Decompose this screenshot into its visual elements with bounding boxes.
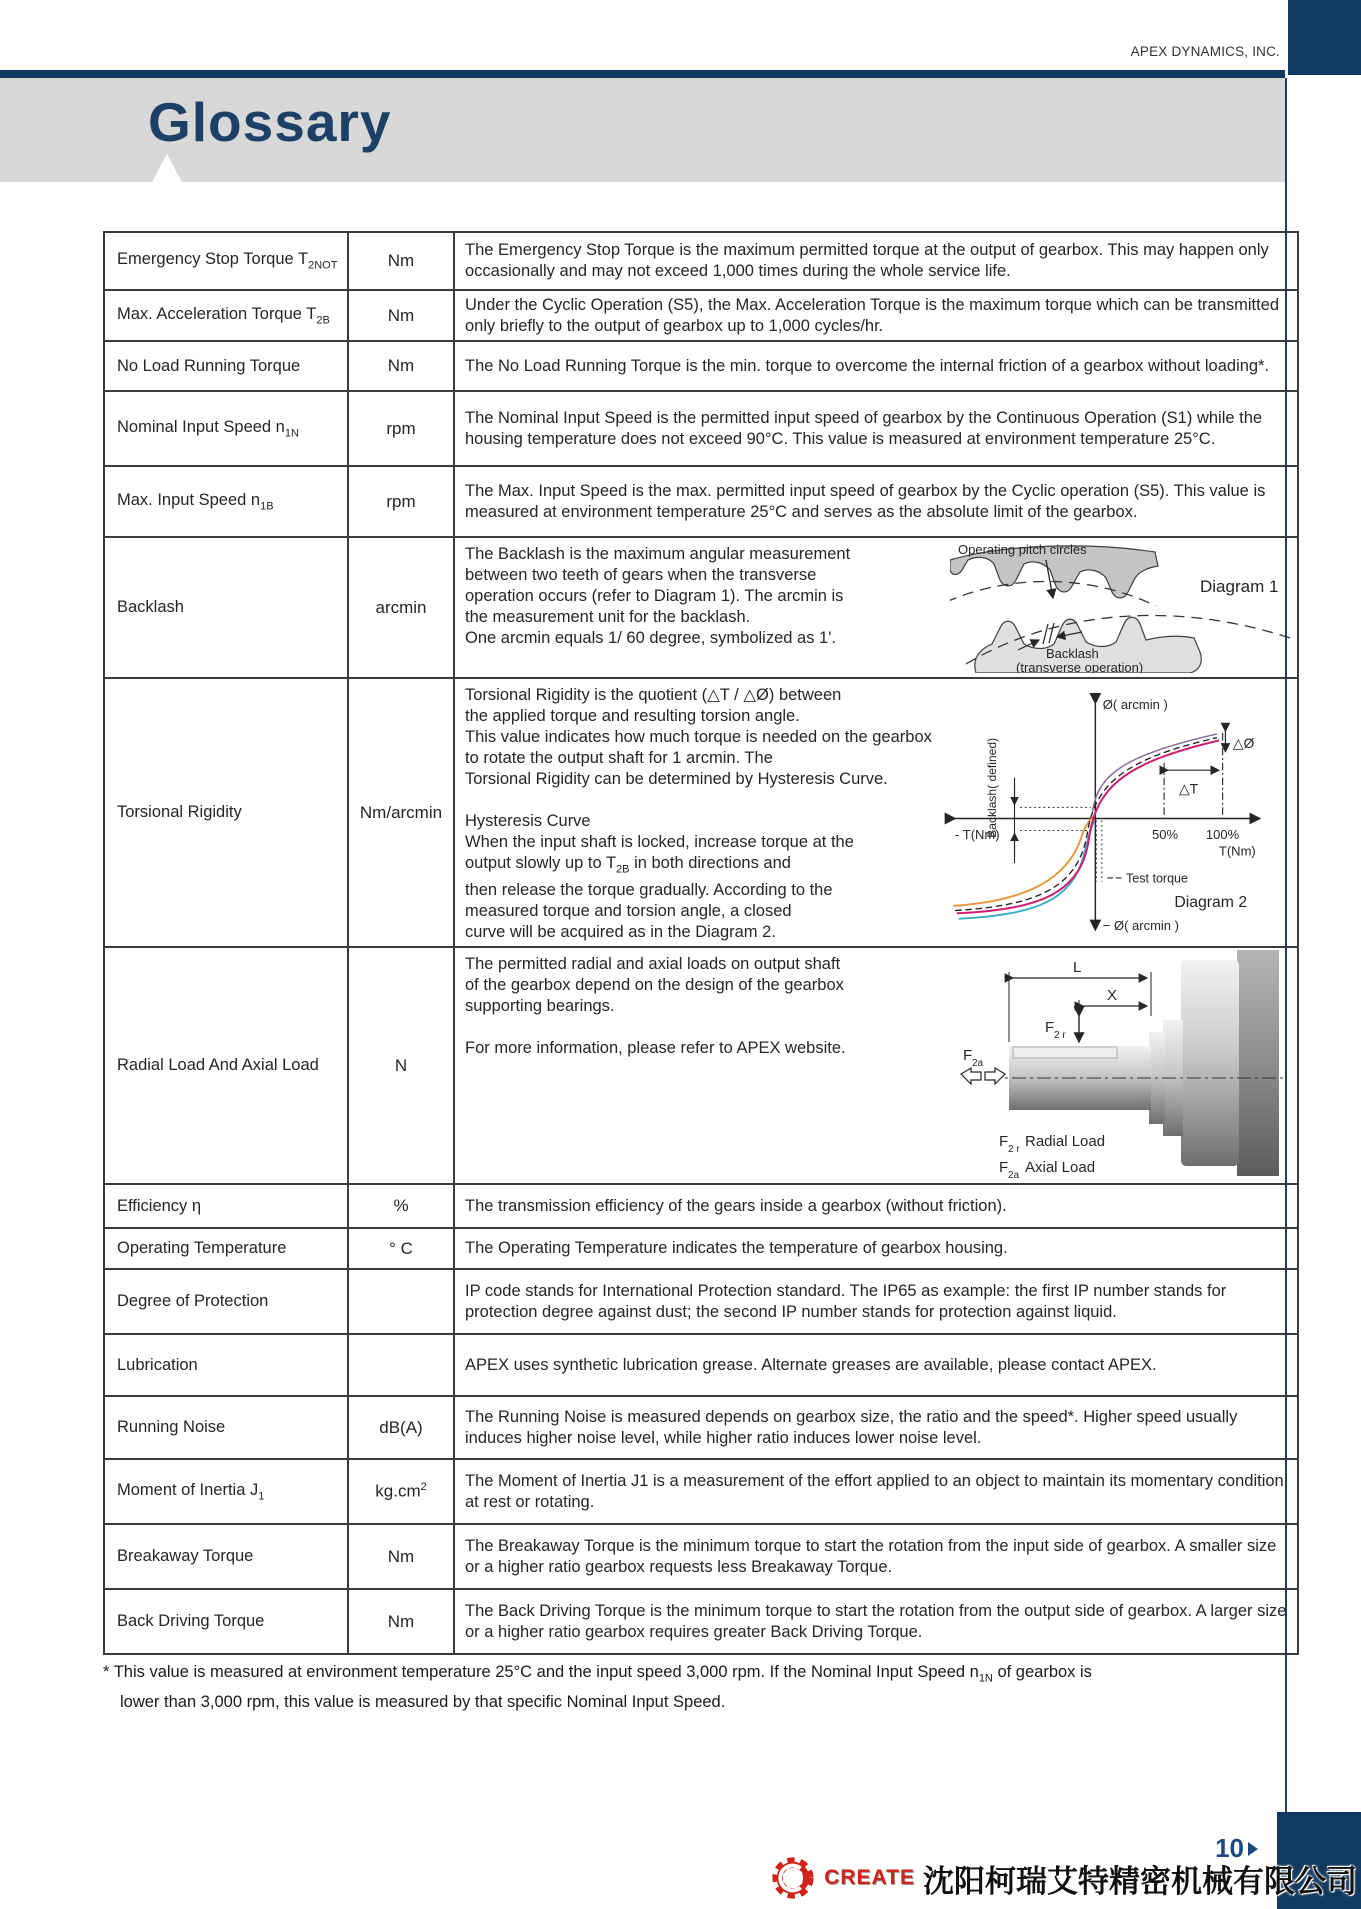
description-cell: IP code stands for International Protection standard. The IP65 as example: the first IP number stands for protection degree against dust; the second IP number stands for protection against liquid. [465,1281,1227,1321]
diagram2-title: Diagram 2 [1174,893,1248,911]
backlash-gears-diagram [950,540,1295,679]
x-axis-unit-label: T(Nm) [1218,843,1256,859]
table-row [105,1229,1297,1270]
table-row-backlash [105,538,1297,679]
table-row [105,1270,1297,1335]
legend-f2a: F [999,1159,1009,1176]
term-cell: No Load Running Torque [105,342,349,390]
desc-line: The permitted radial and axial loads on output shaft [465,955,841,973]
desc-line: This value indicates how much torque is needed on the gearbox [465,728,932,746]
table-row [105,291,1297,342]
dim-x-label: X [1107,987,1118,1004]
table-row [105,1335,1297,1397]
x-axis-neg-label: - T(Nm) [955,826,1000,842]
legend-f2a-sub: 2a [1008,1170,1020,1180]
hysteresis-heading: Hysteresis Curve [465,812,591,830]
unit-cell: $kg.cm^2$ [349,1460,455,1523]
footnote-line1: * This value is measured at environment temperature 25°C and the input speed 3,000 rpm. If the Nominal Input Speed $n_{1N}$ of gearbox is [103,1663,1092,1685]
header-corner-block [1288,0,1361,75]
term-cell: Running Noise [105,1397,349,1458]
table-row [105,467,1297,538]
unit-cell: dB(A) [349,1397,455,1458]
unit-cell: ° C [349,1229,455,1268]
term-cell: Lubrication [105,1335,349,1395]
table-row [105,1460,1297,1525]
dim-l-label: L [1073,959,1082,976]
description-cell: The Back Driving Torque is the minimum torque to start the rotation from the output side of gearbox. A larger size or a higher ratio gearbox requires greater Back Driving Torque. [465,1601,1287,1641]
description-cell: The No Load Running Torque is the min. torque to overcome the internal friction of a gearbox without loading*. [465,356,1270,375]
desc-line: to rotate the output shaft for 1 arcmin. The [465,749,773,767]
chinese-company-name: 沈阳柯瑞艾特精密机械有限公司 [923,1863,1357,1899]
desc-line: output slowly up to $T_{2B}$ in both directions and [465,854,791,876]
legend-axial-label: Axial Load [1025,1159,1096,1176]
test-torque-label: Test torque [1126,871,1189,886]
gap-line [1049,623,1054,643]
term-cell: Back Driving Torque [105,1590,349,1653]
page-number-value: 10 [1215,1833,1244,1863]
backlash-label: Backlash [1046,646,1099,661]
description-cell: The Max. Input Speed is the max. permitted input speed of gearbox by the Cyclic operation (S5). This value is measured at environment temperature 25°C and serves as the absolute limit of the gearbox. [465,481,1266,521]
unit-cell: arcmin [349,538,455,677]
description-cell: The Moment of Inertia J1 is a measurement of the effort applied to an object to maintain its momentary condition at rest or rotating. [465,1471,1284,1511]
footnote [103,1663,1092,1712]
desc-line: between two teeth of gears when the transverse [465,566,817,584]
header-bar [0,70,1285,78]
legend-radial-label: Radial Load [1025,1133,1106,1150]
tick-100-label: 100% [1205,826,1240,842]
table-row [105,1590,1297,1653]
term-cell: Breakaway Torque [105,1525,349,1588]
unit-cell: Nm [349,1525,455,1588]
desc-line: When the input shaft is locked, increase torque at the [465,833,854,851]
gearbox-flange [1181,960,1239,1166]
term-cell: Operating Temperature [105,1229,349,1268]
description-cell [455,679,1297,946]
unit-cell: Nm/arcmin [349,679,455,946]
table-row-radial-load [105,948,1297,1185]
description-cell [455,948,1297,1183]
footer-logo [770,1855,1357,1901]
title-banner [0,78,1285,182]
f2r-sub-label: 2 r [1054,1030,1066,1041]
desc-line: One arcmin equals 1/ 60 degree, symbolized as 1'. [465,629,836,647]
delta-t-label: △T [1178,780,1199,797]
term-cell: Backlash [105,538,349,677]
desc-line: then release the torque gradually. According to the [465,881,833,900]
banner-notch [152,154,182,182]
desc-line: the measurement unit for the backlash. [465,608,751,626]
unit-cell: N [349,948,455,1183]
operating-pitch-label: Operating pitch circles [958,542,1087,557]
gap-line [1043,624,1048,644]
backlash-defined-label: Backlash( defined) [984,737,999,838]
term-cell: Nominal Input Speed $n_{1N}$ [105,392,349,465]
unit-cell: % [349,1185,455,1227]
footnote-line2: lower than 3,000 rpm, this value is measured by that specific Nominal Input Speed. [120,1693,726,1712]
description-cell: The Emergency Stop Torque is the maximum permitted torque at the output of gearbox. This may happen only occasionally and may not exceed 1,000 times during the whole service life. [465,241,1269,280]
table-row-torsional [105,679,1297,948]
desc-line: curve will be acquired as in the Diagram 2. [465,923,776,942]
table-row [105,1397,1297,1460]
term-cell: Max. Input Speed $n_{1B}$ [105,467,349,536]
desc-line: For more information, please refer to APEX website. [465,1039,846,1057]
unit-cell [349,1335,455,1395]
description-cell: The Breakaway Torque is the minimum torque to start the rotation from the input side of gearbox. A smaller size or a higher ratio gearbox requests less Breakaway Torque. [465,1536,1277,1576]
description-cell: Under the Cyclic Operation (S5), the Max. Acceleration Torque is the maximum torque which can be transmitted only briefly to the output of gearbox up to 1,000 cycles/hr. [465,295,1280,335]
y-axis-label: Ø( arcmin ) [1102,696,1168,712]
y-axis-neg-label: − Ø( arcmin ) [1102,917,1179,933]
company-name: APEX DYNAMICS, INC. [1130,44,1280,59]
legend-f2r-sub: 2 r [1008,1144,1020,1155]
table-row [105,1185,1297,1229]
f2a-sub-label: 2a [972,1058,984,1069]
diagram1-title: Diagram 1 [1200,577,1279,596]
table-row [105,342,1297,392]
create-logo-text: CREATE [824,1866,915,1889]
term-cell: Moment of Inertia $J_1$ [105,1460,349,1523]
desc-line: Torsional Rigidity is the quotient (△T / △Ø) between [465,686,842,704]
delta-o-label: △Ø [1232,734,1255,751]
tick-50-label: 50% [1152,826,1179,842]
gear-c-swoosh [780,1866,800,1891]
glossary-table [103,231,1299,1655]
table-row [105,392,1297,467]
page-arrow-icon [1248,1842,1258,1856]
unit-cell: Nm [349,233,455,289]
shaft-keyway [1013,1047,1117,1058]
description-cell: The Nominal Input Speed is the permitted input speed of gearbox by the Continuous Operation (S1) while the housing temperature does not exceed 90°C. This value is measured at environment temperature 25°C. [465,408,1263,448]
term-cell: Torsional Rigidity [105,679,349,946]
desc-line: measured torque and torsion angle, a closed [465,902,792,921]
hysteresis-curve-diagram [929,681,1297,949]
unit-cell: rpm [349,467,455,536]
desc-line: operation occurs (refer to Diagram 1). The arcmin is [465,587,844,605]
gearbox-back-plate [1237,950,1279,1176]
description-cell: The Running Noise is measured depends on gearbox size, the ratio and the speed*. Higher speed usually induces higher noise level, while higher ratio induces lower noise level. [465,1407,1238,1447]
create-gear-icon [770,1855,816,1901]
term-cell: Efficiency η [105,1185,349,1227]
desc-line: Torsional Rigidity can be determined by Hysteresis Curve. [465,770,888,788]
unit-cell: Nm [349,291,455,340]
term-cell: Radial Load And Axial Load [105,948,349,1183]
f2r-label: F [1045,1019,1055,1036]
f2a-arrow-left [961,1068,981,1084]
unit-cell [349,1270,455,1333]
term-cell: Emergency Stop Torque $T_{2NOT}$ [105,233,349,289]
legend-f2r: F [999,1133,1009,1150]
unit-cell: Nm [349,1590,455,1653]
term-cell: Degree of Protection [105,1270,349,1333]
description-cell: APEX uses synthetic lubrication grease. Alternate greases are available, please contact APEX. [465,1355,1157,1374]
term-cell: Max. Acceleration Torque $T_{2B}$ [105,291,349,340]
table-row [105,233,1297,291]
page-title: Glossary [148,91,392,153]
desc-line: of the gearbox depend on the design of the gearbox [465,976,844,994]
f2a-arrow-right [985,1068,1005,1084]
unit-cell: Nm [349,342,455,390]
f2a-label: F [963,1047,973,1064]
transverse-label: (transverse operation) [1016,660,1144,673]
desc-line: The Backlash is the maximum angular measurement [465,545,851,563]
description-cell: The transmission efficiency of the gears inside a gearbox (without friction). [465,1196,1007,1215]
description-cell [455,538,1297,677]
desc-line: supporting bearings. [465,997,615,1015]
radial-axial-load-diagram [941,950,1291,1186]
description-cell: The Operating Temperature indicates the temperature of gearbox housing. [465,1239,1008,1257]
desc-line: the applied torque and resulting torsion angle. [465,707,800,725]
table-row [105,1525,1297,1590]
unit-cell: rpm [349,392,455,465]
